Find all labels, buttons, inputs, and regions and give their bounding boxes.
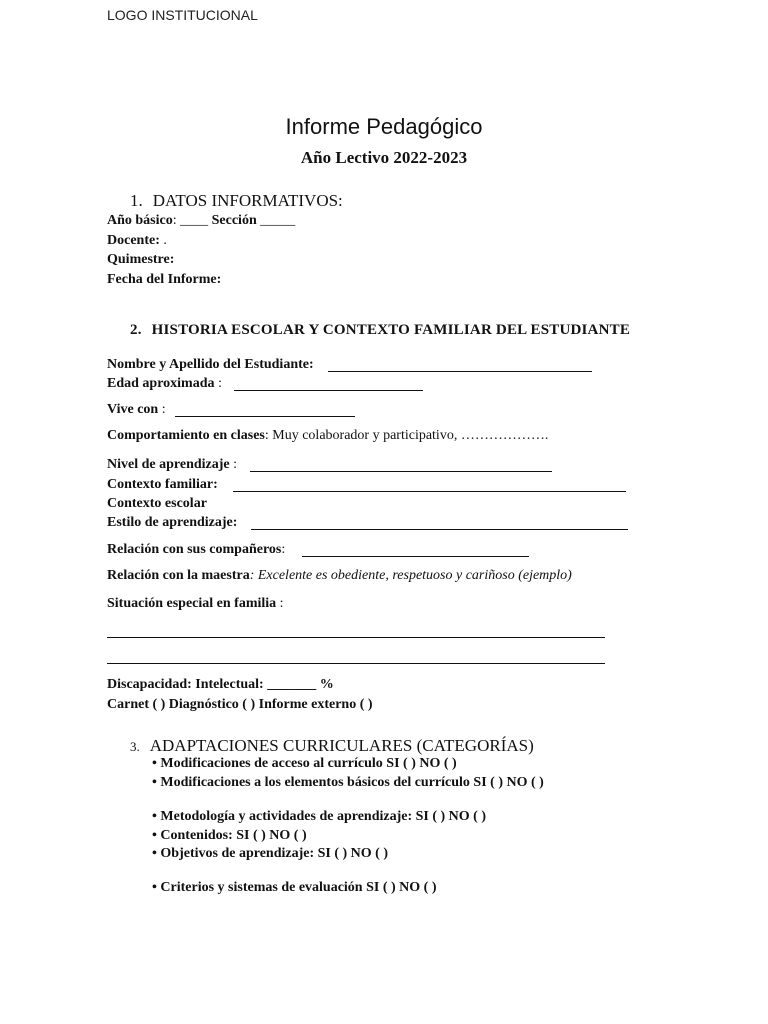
section-3-heading	[130, 736, 534, 756]
field-contexto-escolar[interactable]	[107, 496, 207, 512]
blank-line	[107, 637, 605, 638]
blank-line	[251, 529, 628, 530]
field-blank: : ____	[172, 213, 209, 228]
blank-line	[302, 556, 529, 557]
section-title: DATOS INFORMATIVOS:	[152, 191, 343, 210]
field-docente[interactable]	[107, 233, 167, 249]
field-label: Nivel de aprendizaje	[107, 457, 230, 472]
field-label: Estilo de aprendizaje:	[107, 515, 238, 530]
adaptation-item-evaluacion[interactable]: • Criterios y sistemas de evaluación SI ( ) NO ( )	[152, 880, 437, 895]
field-label: Contexto familiar:	[107, 477, 218, 492]
field-label: Nombre y Apellido del Estudiante:	[107, 357, 314, 372]
field-label: Vive con	[107, 402, 159, 417]
field-quimestre[interactable]	[107, 252, 174, 268]
section-1-heading	[130, 191, 343, 211]
section-title: ADAPTACIONES CURRICULARES (CATEGORÍAS)	[149, 736, 534, 755]
field-label: Año básico	[107, 213, 173, 228]
field-discapacidad[interactable]: Discapacidad: Intelectual: _______ %	[107, 677, 334, 692]
field-estilo-aprendizaje[interactable]	[107, 515, 237, 531]
adaptation-item-elementos[interactable]: • Modificaciones a los elementos básicos del currículo SI ( ) NO ( )	[152, 775, 544, 790]
field-relacion-maestra[interactable]	[107, 568, 572, 584]
section-2-heading	[130, 322, 630, 339]
field-label: Relación con la maestra	[107, 568, 250, 583]
field-label: Edad aproximada	[107, 376, 215, 391]
field-comportamiento[interactable]	[107, 428, 548, 444]
field-vive-con[interactable]	[107, 402, 166, 418]
field-label: Sección	[211, 213, 257, 228]
field-nivel-aprendizaje[interactable]	[107, 457, 237, 473]
field-carnet-diagnostico[interactable]: Carnet ( ) Diagnóstico ( ) Informe externo ( )	[107, 697, 373, 712]
field-nombre-estudiante[interactable]	[107, 357, 314, 373]
field-separator: :	[158, 402, 166, 417]
field-value: .	[163, 233, 167, 248]
field-label: Contexto escolar	[107, 496, 207, 511]
blank-line	[234, 390, 423, 391]
field-separator: :	[281, 542, 286, 557]
field-ano-basico[interactable]	[107, 213, 295, 229]
section-number: 2.	[130, 322, 142, 338]
field-situacion-especial[interactable]	[107, 596, 284, 612]
field-label: Comportamiento en clases	[107, 428, 265, 443]
field-contexto-familiar[interactable]	[107, 477, 218, 493]
blank-line	[250, 471, 552, 472]
adaptation-item-metodologia[interactable]: • Metodología y actividades de aprendizaje: SI ( ) NO ( )	[152, 809, 487, 824]
adaptation-item-contenidos[interactable]: • Contenidos: SI ( ) NO ( )	[152, 828, 307, 843]
section-number: 3.	[130, 739, 140, 754]
adaptation-item-objetivos[interactable]: • Objetivos de aprendizaje: SI ( ) NO ( )	[152, 846, 389, 861]
field-label: Situación especial en familia	[107, 596, 277, 611]
field-fecha-informe[interactable]	[107, 272, 221, 288]
field-value: : Muy colaborador y participativo, ……………….	[264, 428, 549, 443]
field-separator: :	[229, 457, 238, 472]
field-relacion-companeros[interactable]	[107, 542, 285, 558]
blank-line	[107, 663, 605, 664]
field-separator: :	[276, 596, 284, 611]
document-title: Informe Pedagógico	[285, 114, 483, 139]
field-value: : Excelente es obediente, respetuoso y cariñoso (ejemplo)	[249, 568, 572, 583]
blank-line	[328, 371, 592, 372]
field-label: Docente:	[107, 233, 160, 248]
document-subtitle: Año Lectivo 2022-2023	[300, 148, 468, 167]
field-separator: :	[214, 376, 222, 391]
blank-line	[233, 491, 626, 492]
section-title: HISTORIA ESCOLAR Y CONTEXTO FAMILIAR DEL ESTUDIANTE	[151, 322, 631, 338]
section-number: 1.	[130, 191, 143, 210]
field-edad[interactable]	[107, 376, 222, 392]
field-label: Quimestre:	[107, 252, 175, 267]
logo-placeholder: LOGO INSTITUCIONAL	[107, 7, 258, 23]
adaptation-item-acceso[interactable]: • Modificaciones de acceso al currículo SI ( ) NO ( )	[152, 756, 457, 771]
field-label: Relación con sus compañeros	[107, 542, 282, 557]
blank-line	[175, 416, 355, 417]
field-label: Fecha del Informe:	[107, 272, 222, 287]
field-blank: _____	[260, 213, 296, 228]
